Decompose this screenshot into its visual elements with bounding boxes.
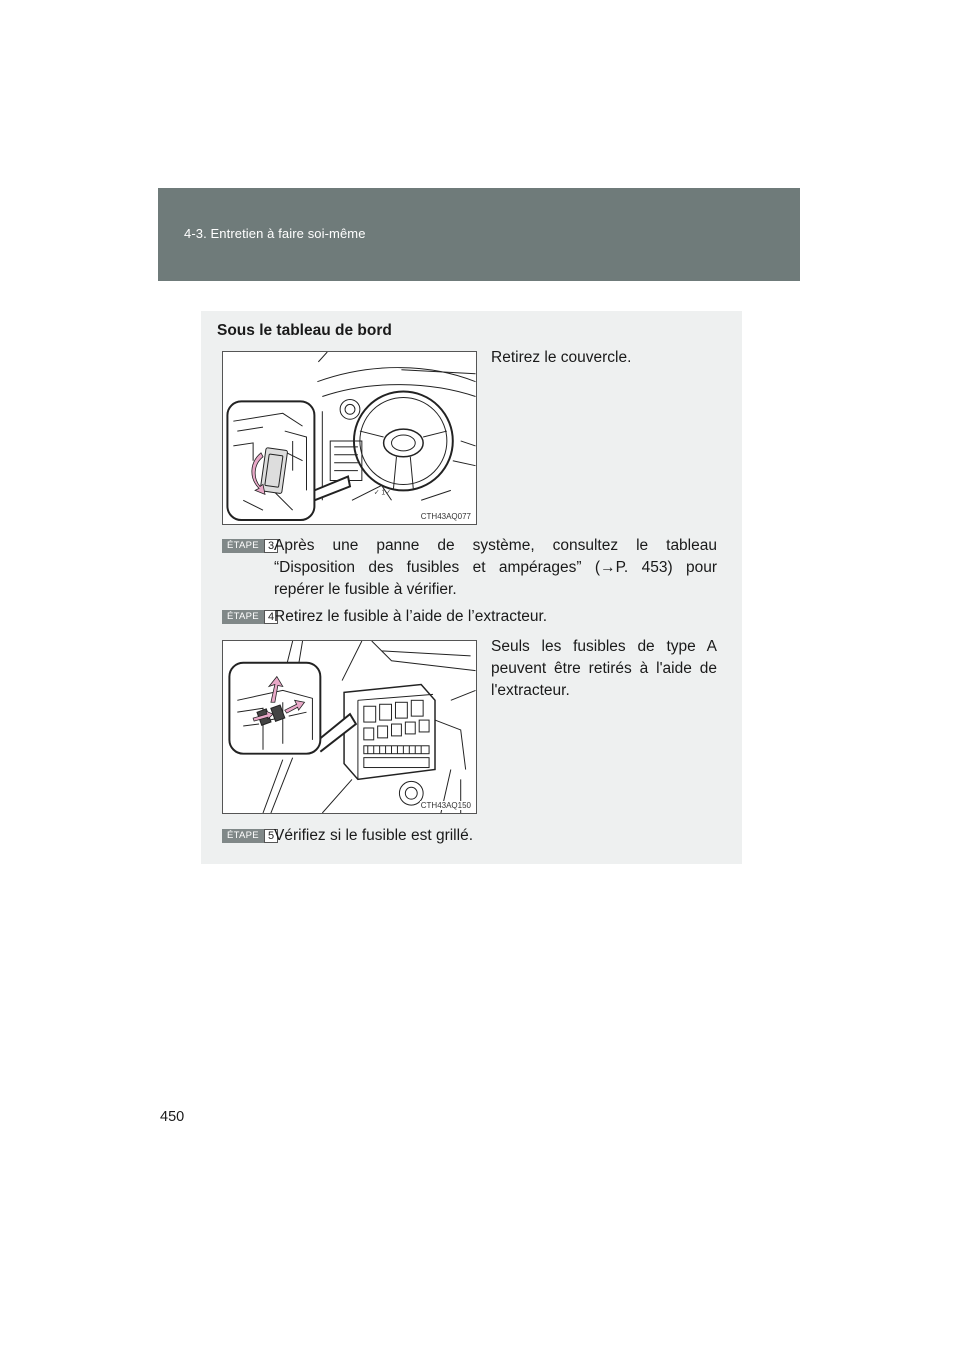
- figure-fuse-box: [222, 640, 477, 814]
- step-3-line-1: Après une panne de système, consultez le tableau: [274, 537, 717, 554]
- figure1-caption: Retirez le couvercle.: [491, 349, 632, 366]
- step-5-text: Vérifiez si le fusible est grillé.: [274, 827, 473, 844]
- step-number: 4: [264, 610, 278, 624]
- step-3-text: [274, 535, 717, 601]
- figure2-caption: [491, 636, 717, 702]
- fuse-box-illustration: [223, 641, 476, 813]
- step-label: ÉTAPE: [222, 539, 264, 553]
- step-badge-5: [222, 829, 278, 843]
- step-label: ÉTAPE: [222, 610, 264, 624]
- step-number: 3: [264, 539, 278, 553]
- page-number: 450: [160, 1109, 185, 1125]
- step-3-line-2: “Disposition des fusibles et ampérages” (→P. 453) pour: [274, 559, 717, 576]
- dashboard-illustration: [223, 352, 476, 524]
- step-badge-4: [222, 610, 278, 624]
- figure2-caption-line-1: Seuls les fusibles de type A: [491, 638, 717, 655]
- step-badge-3: [222, 539, 278, 553]
- figure-code: CTH43AQ077: [420, 512, 471, 521]
- step-number: 5: [264, 829, 278, 843]
- step-3-line-3: repérer le fusible à vérifier.: [274, 581, 457, 598]
- section-header: [158, 188, 800, 281]
- figure-cover-removal: [222, 351, 477, 525]
- step-4-text: Retirez le fusible à l’aide de l’extracteur.: [274, 608, 548, 625]
- svg-text:✓ 1✓: ✓ 1✓: [373, 489, 392, 497]
- step-label: ÉTAPE: [222, 829, 264, 843]
- figure2-caption-line-3: l'extracteur.: [491, 682, 570, 699]
- figure-code: CTH43AQ150: [420, 801, 471, 810]
- figure2-caption-line-2: peuvent être retirés à l'aide de: [491, 660, 717, 677]
- section-title: 4-3. Entretien à faire soi-même: [184, 226, 366, 241]
- subheading: Sous le tableau de bord: [217, 322, 392, 339]
